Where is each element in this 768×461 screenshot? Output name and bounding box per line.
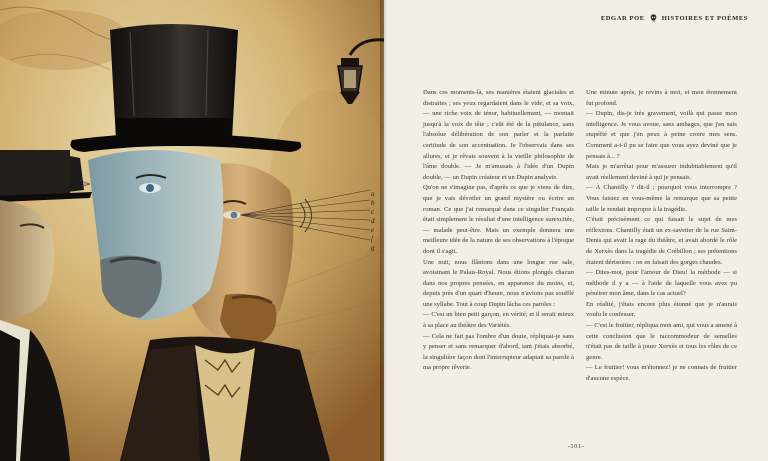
paragraph: — Dupin, dis-je très gravement, voilà qui passe mon intelligence. Je vous avoue, sans ambages, que j'en suis stupéfié et que j'en peux à peine croire mes sens. Comment a-t-il pu se faire que vous ayez deviné que je pensais à... ? — [586, 110, 737, 160]
paragraph: — Le fruitier! vous m'étonnez! je ne connais de fruitier d'aucune espèce. — [586, 364, 737, 383]
text-column-right — [586, 88, 737, 385]
running-head-title: HISTOIRES ET POÈMES — [661, 14, 748, 22]
skull-icon — [650, 14, 657, 22]
paragraph: — C'est un bien petit garçon, en vérité; et il serait mieux à sa place au théâtre des Variétés. — [423, 311, 574, 330]
page-gutter — [380, 0, 390, 461]
page-number: -101- — [567, 443, 585, 450]
paragraph: — C'est le fruitier, répliqua mon ami, qui vous a amené à cette conclusion que le raccommodeur de semelles n'était pas de taille à jouer Xerxès et tous les rôles de ce genre. — [586, 322, 737, 361]
scale-letter-c: c — [371, 208, 375, 216]
text-columns — [423, 88, 738, 385]
paragraph: Une minute après, je revins à moi, et mon étonnement fut profond. — [586, 89, 737, 107]
paragraph: — Cela ne fait pas l'ombre d'un doute, répliquai-je sans y penser et sans remarquer d'abord, tant j'étais absorbé, la singulière façon dont l'interrupteur adaptait sa parole à ma propre rêverie. — [423, 332, 574, 372]
scale-letter-f: f — [371, 235, 373, 243]
paragraph: Mais je m'arrêtai pour m'assurer indubitablement qu'il avait réellement deviné à qui je pensais. — [586, 163, 737, 181]
text-page — [384, 0, 768, 461]
scale-letter-e: e — [371, 226, 375, 234]
paragraph: C'était précisément ce qui faisait le sujet de mes réflexions. Chantilly était un ex-savetier de la rue Saint-Denis qui avait la rage du théâtre, et avait abordé le rôle de Xerxès dans la tragédie de Crébillon ; ses prétentions étaient dérisoires : on en faisait des gorges chaudes. — [586, 216, 737, 266]
paragraph: Une nuit, nous flânions dans une longue rue sale, avoisinant le Palais-Royal. Nous étions plongés chacun dans nos propres pensées, en apparence du moins, et, depuis près d'un quart d'heure, nous n'avions pas soufflé une syllabe. Tout à coup Dupin lâcha ces paroles : — [423, 258, 574, 308]
running-head — [601, 14, 748, 22]
paragraph: — Dites-moi, pour l'amour de Dieu! la méthode — si méthode il y a — à l'aide de laquelle vous avez pu pénétrer mon âme, dans le cas actuel? — [586, 269, 737, 298]
paragraph: En réalité, j'étais encore plus étonné que je n'aurais voulu le confesser. — [586, 300, 737, 319]
paragraph: — À Chantilly ? dit-il ; pourquoi vous interrompre ? Vous faisiez en vous-même la remarque que sa petite taille le rendait impropre à la tragédie. — [586, 184, 737, 213]
text-column-left — [423, 88, 574, 385]
scale-letter-a: a — [371, 190, 375, 198]
scale-letter-d: d — [371, 217, 375, 225]
scale-letter-b: b — [371, 199, 375, 207]
paragraph: Dans ces moments-là, ses manières étaient glaciales et distraites ; ses yeux regardaient dans le vide, et sa voix, — une riche voix de ténor, habituellement, — montait jusqu'à la voix de tête ; c'eût été de la pétulance, sans l'absolue délibération de son parler et la parfaite certitude de son accentuation. Je l'observais dans ses allures, et je rêvais souvent à la vieille philosophie de l'âme double. — Je m'amusais à l'idée d'un Dupin double, — un Dupin créateur et un Dupin analyste. — [423, 89, 574, 181]
scale-letter-g: g — [371, 244, 375, 252]
paragraph: Qu'on ne s'imagine pas, d'après ce que je viens de dire, que je vais dévoiler un grand mystère ou écrire un roman. Ce que j'ai remarqué dans ce singulier Français était simplement le résultat d'une intelligence surexcitée, — malade peut-être. Mais un exemple donnera une meilleure idée de la nature de ses observations à l'époque dont il s'agit. — [423, 184, 574, 255]
running-head-author: EDGAR POE — [600, 14, 645, 22]
